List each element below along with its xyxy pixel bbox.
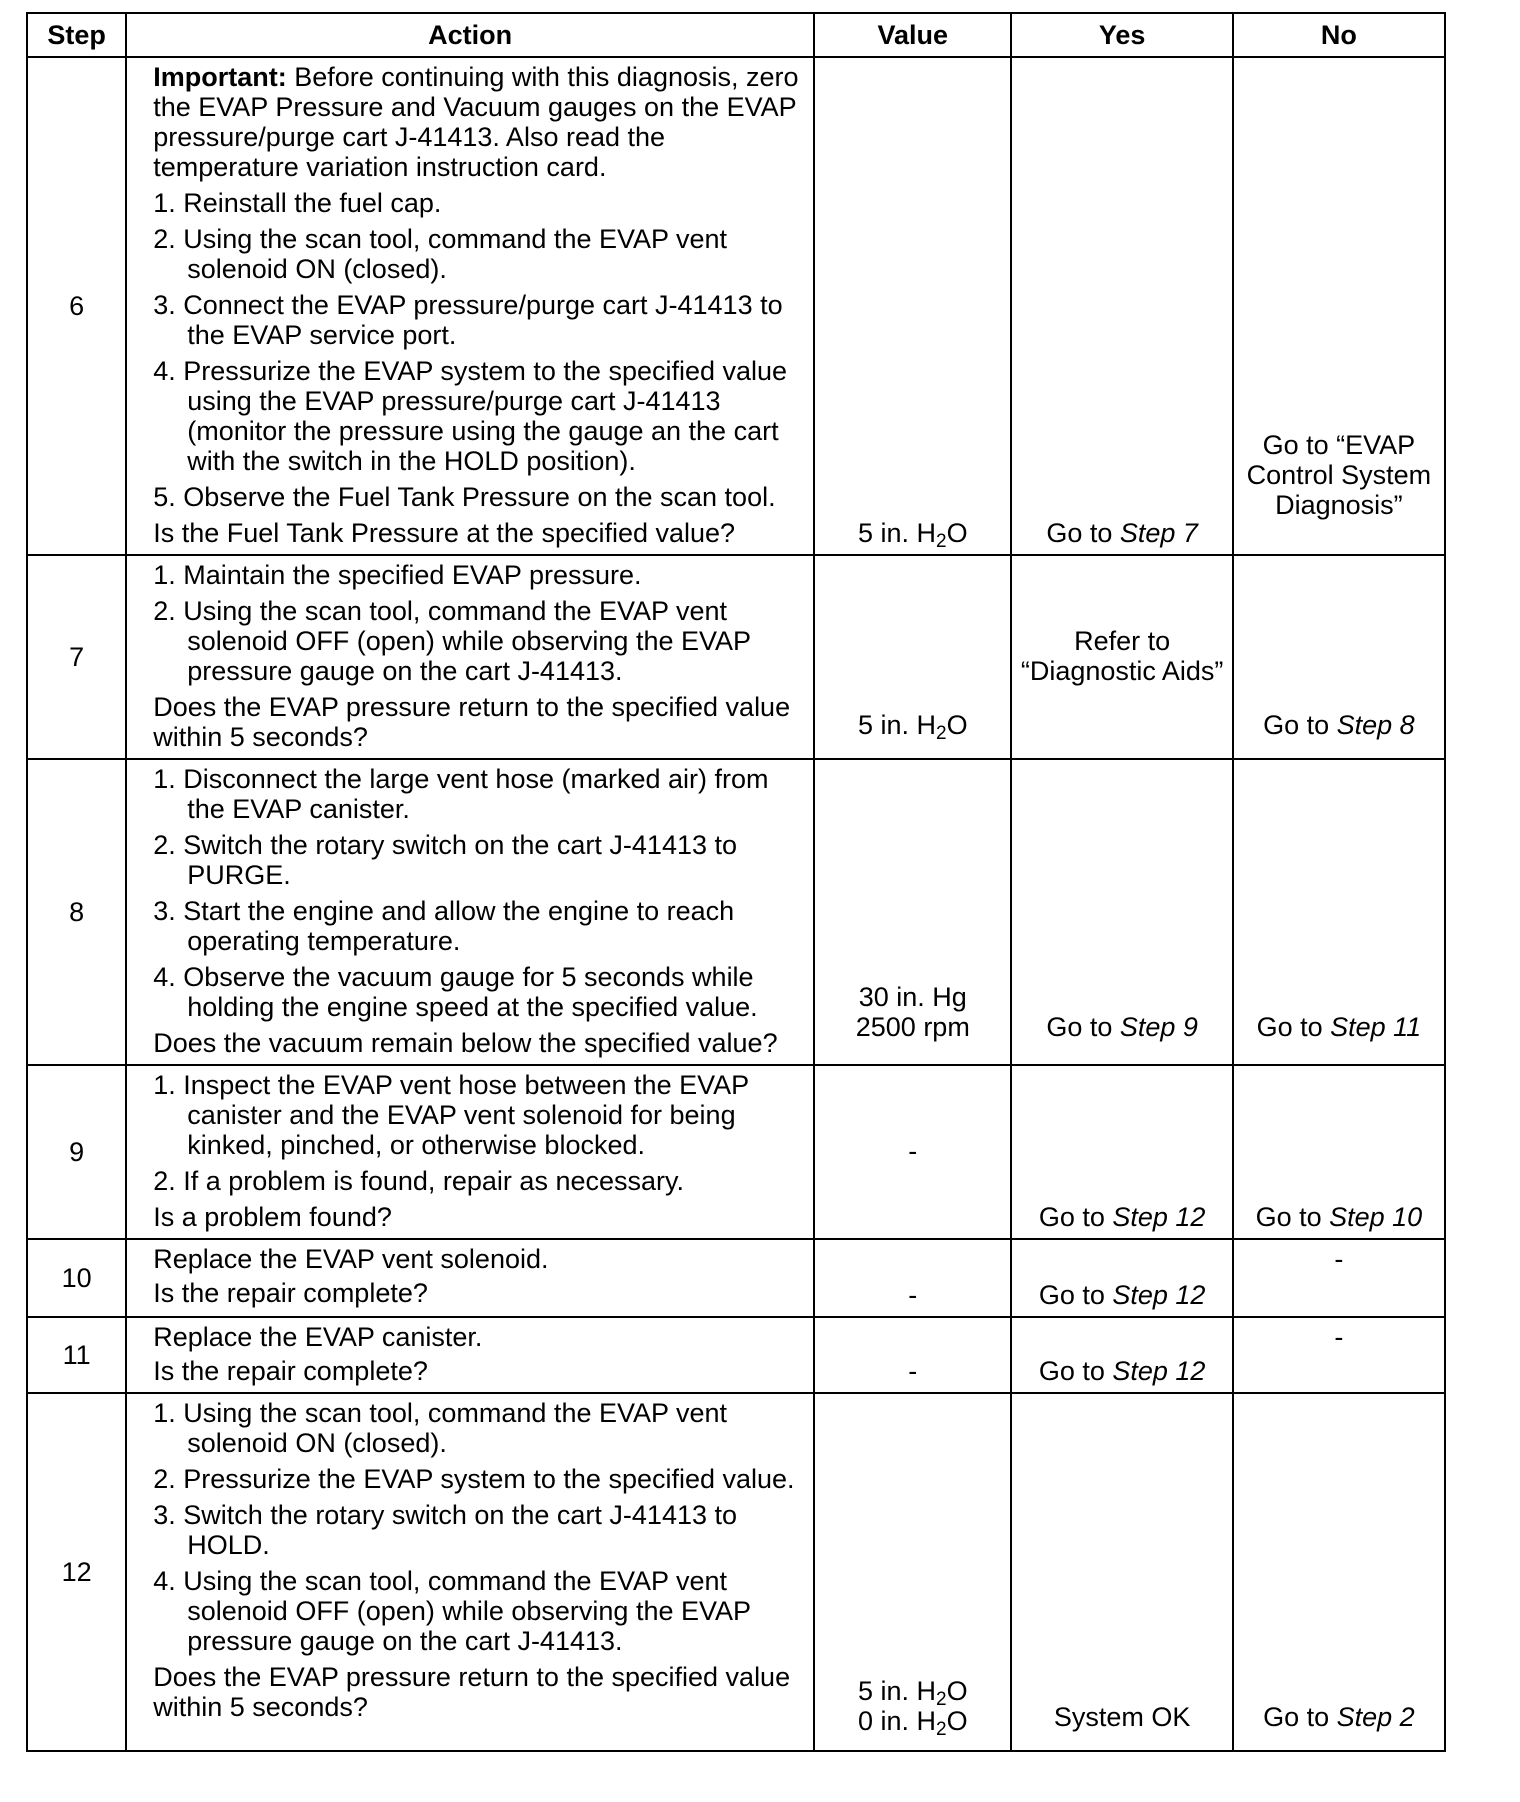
list-item: 2. Pressurize the EVAP system to the specified value. — [153, 1464, 795, 1494]
question: Is the Fuel Tank Pressure at the specified value? — [153, 518, 736, 548]
table-row — [27, 57, 1445, 555]
list-item: 1. Using the scan tool, command the EVAP vent solenoid ON (closed). — [153, 1398, 728, 1458]
action-cell — [126, 759, 814, 1065]
header-no: No — [1233, 13, 1445, 57]
no-cell: - — [1233, 1239, 1445, 1317]
list-item: 1. Inspect the EVAP vent hose between the EVAP canister and the EVAP vent solenoid for being kinked, pinched, or otherwise blocked. — [153, 1070, 749, 1160]
list-item: 1. Maintain the specified EVAP pressure. — [153, 560, 642, 590]
table-row — [27, 1317, 1445, 1393]
table-row — [27, 1393, 1445, 1751]
action-cell — [126, 1317, 814, 1393]
question: Is the repair complete? — [153, 1278, 428, 1308]
value-cell: - — [814, 1239, 1011, 1317]
yes-cell: Go to Step 12 — [1011, 1317, 1232, 1393]
important-note — [153, 62, 799, 182]
header-row — [27, 13, 1445, 57]
list-item: 3. Switch the rotary switch on the cart J-41413 to HOLD. — [153, 1500, 738, 1560]
no-cell: - — [1233, 1317, 1445, 1393]
list-item: 4. Pressurize the EVAP system to the specified value using the EVAP pressure/purge cart J-41413 (monitor the pressure using the gauge an the cart with the switch in the HOLD position). — [153, 356, 788, 476]
yes-cell: Go to Step 12 — [1011, 1065, 1232, 1239]
no-cell: Go to Step 2 — [1233, 1393, 1445, 1751]
question: Is a problem found? — [153, 1202, 392, 1232]
value-cell: - — [814, 1317, 1011, 1393]
list-item: 4. Observe the vacuum gauge for 5 seconds while holding the engine speed at the specified value. — [153, 962, 758, 1022]
table-row — [27, 1239, 1445, 1317]
list-item: 2. Using the scan tool, command the EVAP vent solenoid OFF (open) while observing the EVAP pressure gauge on the cart J-41413. — [153, 596, 751, 686]
list-item: 3. Start the engine and allow the engine to reach operating temperature. — [153, 896, 735, 956]
no-cell: Go to Step 8 — [1233, 555, 1445, 759]
question: Does the EVAP pressure return to the specified value within 5 seconds? — [153, 692, 791, 752]
yes-cell: Go to Step 12 — [1011, 1239, 1232, 1317]
yes-cell: Go to Step 7 — [1011, 57, 1232, 555]
question: Does the vacuum remain below the specified value? — [153, 1028, 778, 1058]
list-item: 2. If a problem is found, repair as necessary. — [153, 1166, 684, 1196]
question: Does the EVAP pressure return to the specified value within 5 seconds? — [153, 1662, 791, 1722]
step-number: 7 — [27, 555, 126, 759]
list-item: 5. Observe the Fuel Tank Pressure on the scan tool. — [153, 482, 776, 512]
list-item: 4. Using the scan tool, command the EVAP vent solenoid OFF (open) while observing the EVAP pressure gauge on the cart J-41413. — [153, 1566, 751, 1656]
header-yes: Yes — [1011, 13, 1232, 57]
action-cell — [126, 555, 814, 759]
step-number: 12 — [27, 1393, 126, 1751]
list-item: 1. Reinstall the fuel cap. — [153, 188, 442, 218]
header-value: Value — [814, 13, 1011, 57]
value-cell: 30 in. Hg 2500 rpm — [814, 759, 1011, 1065]
question: Is the repair complete? — [153, 1356, 428, 1386]
value-cell: 5 in. $H_2O$ — [814, 555, 1011, 759]
step-number: 10 — [27, 1239, 126, 1317]
action-cell — [126, 1393, 814, 1751]
step-number: 6 — [27, 57, 126, 555]
action-cell — [126, 1065, 814, 1239]
action-cell — [126, 1239, 814, 1317]
yes-cell: System OK — [1011, 1393, 1232, 1751]
important-text: Before continuing with this diagnosis, zero the EVAP Pressure and Vacuum gauges on the EVAP pressure/purge cart J-41413. Also read the temperature variation instruction card. — [153, 62, 799, 182]
list-item: 2. Using the scan tool, command the EVAP vent solenoid ON (closed). — [153, 224, 728, 284]
action-line: Replace the EVAP canister. — [153, 1322, 483, 1352]
action-cell — [126, 57, 814, 555]
yes-cell: Go to Step 9 — [1011, 759, 1232, 1065]
table-row — [27, 555, 1445, 759]
header-step: Step — [27, 13, 126, 57]
list-item: 3. Connect the EVAP pressure/purge cart J-41413 to the EVAP service port. — [153, 290, 783, 350]
table-row — [27, 1065, 1445, 1239]
step-number: 8 — [27, 759, 126, 1065]
yes-cell: Refer to “Diagnostic Aids” — [1011, 555, 1232, 759]
value-cell: 5 in. $H_2O$ — [814, 57, 1011, 555]
important-label: Important: — [153, 62, 287, 92]
step-number: 11 — [27, 1317, 126, 1393]
action-line: Replace the EVAP vent solenoid. — [153, 1244, 549, 1274]
list-item: 1. Disconnect the large vent hose (marked air) from the EVAP canister. — [153, 764, 769, 824]
value-cell: 5 in. $H_2O$ 0 in. $H_2O$ — [814, 1393, 1011, 1751]
diagnostic-table — [26, 12, 1446, 1752]
step-number: 9 — [27, 1065, 126, 1239]
list-item: 2. Switch the rotary switch on the cart J-41413 to PURGE. — [153, 830, 738, 890]
header-action: Action — [126, 13, 814, 57]
no-cell: Go to Step 11 — [1233, 759, 1445, 1065]
no-cell: Go to Step 10 — [1233, 1065, 1445, 1239]
no-cell: Go to “EVAP Control System Diagnosis” — [1233, 57, 1445, 555]
value-cell: - — [814, 1065, 1011, 1239]
table-row — [27, 759, 1445, 1065]
